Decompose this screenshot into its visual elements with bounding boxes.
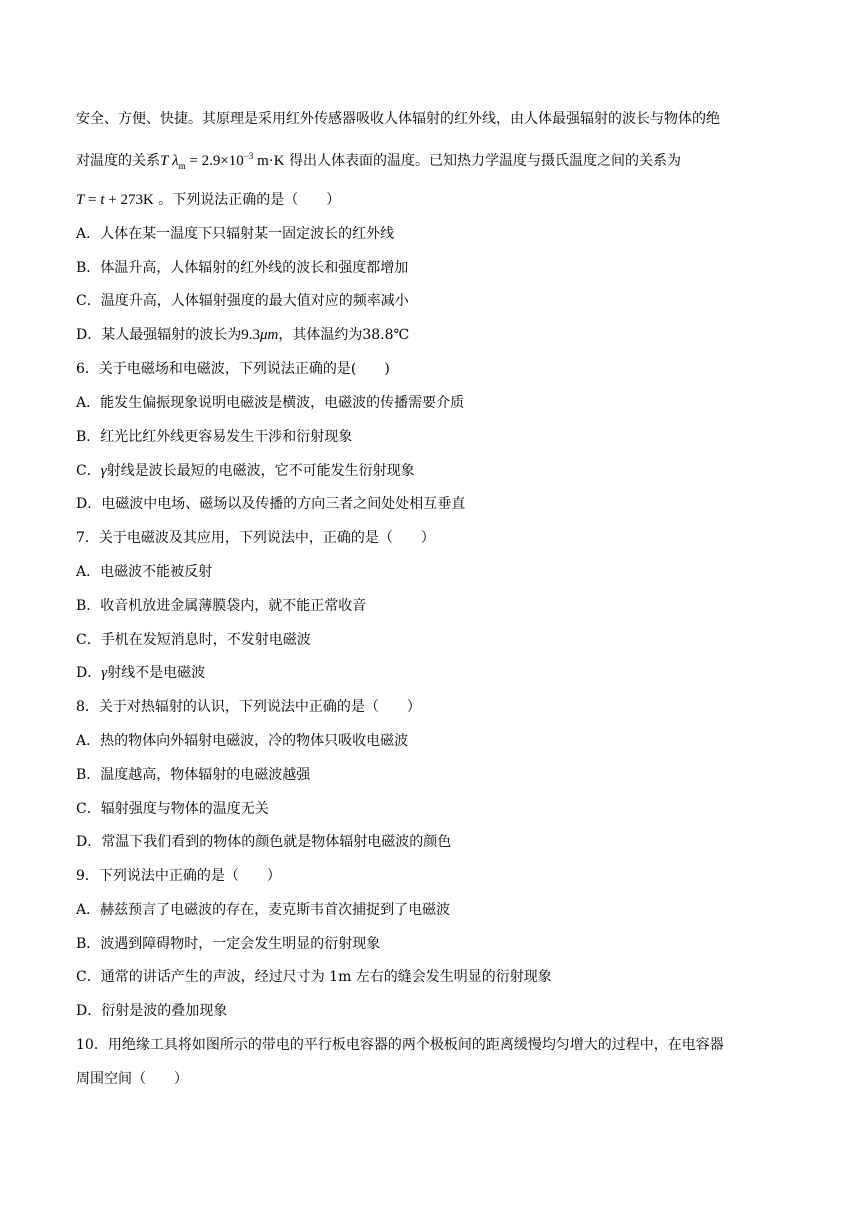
q6-option-b: B．红光比红外线更容易发生干涉和衍射现象 — [76, 429, 353, 445]
q10-stem-line1: 10．用绝缘工具将如图所示的带电的平行板电容器的两个极板间的距离缓慢均匀增大的过程中，在电容器 — [76, 1037, 724, 1053]
q7-option-d: D．γ射线不是电磁波 — [76, 665, 206, 681]
q5-option-a: A．人体在某一温度下只辐射某一固定波长的红外线 — [76, 226, 395, 242]
q9-stem: 9．下列说法中正确的是（ ） — [76, 868, 281, 884]
q9-option-d: D．衍射是波的叠加现象 — [76, 1003, 228, 1019]
q8-option-d: D．常温下我们看到的物体的颜色就是物体辐射电磁波的颜色 — [76, 834, 452, 850]
q7-option-a: A．电磁波不能被反射 — [76, 564, 213, 580]
q5-option-d-wavelength: 9.3μm — [241, 327, 279, 343]
q5-formula-temperature: T = t + 273K — [76, 192, 154, 208]
q7-option-b: B．收音机放进金属薄膜袋内，就不能正常收音 — [76, 598, 367, 614]
q8-option-c: C．辐射强度与物体的温度无关 — [76, 801, 269, 817]
q5-option-d: D．某人最强辐射的波长为9.3μm，其体温约为38.8℃ — [76, 327, 410, 343]
q8-option-a: A．热的物体向外辐射电磁波，冷的物体只吸收电磁波 — [76, 733, 409, 749]
q9-option-c: C．通常的讲话产生的声波，经过尺寸为 1m 左右的缝会发生明显的衍射现象 — [76, 969, 552, 985]
q5-option-b: B．体温升高，人体辐射的红外线的波长和强度都增加 — [76, 260, 409, 276]
q5-formula-wien: T $\lambda_m = 2.9\times 10^{-3}$ m·K — [160, 151, 285, 171]
q5-stem-line3-post: 。下列说法正确的是（ ） — [158, 192, 341, 208]
gamma-symbol: γ — [101, 665, 108, 681]
q7-option-c: C．手机在发短消息时，不发射电磁波 — [76, 632, 311, 648]
q5-stem-line2-pre: 对温度的关系 — [76, 153, 160, 169]
q8-stem: 8．关于对热辐射的认识，下列说法中正确的是（ ） — [76, 699, 421, 715]
q5-option-c: C．温度升高，人体辐射强度的最大值对应的频率减小 — [76, 293, 409, 309]
q10-stem-line2: 周围空间（ ） — [76, 1071, 188, 1087]
q9-option-a: A．赫兹预言了电磁波的存在，麦克斯韦首次捕捉到了电磁波 — [76, 902, 451, 918]
q6-option-d: D．电磁波中电场、磁场以及传播的方向三者之间处处相互垂直 — [76, 496, 466, 512]
gamma-symbol: γ — [100, 463, 107, 479]
q5-stem-line2 — [76, 151, 681, 171]
q7-stem: 7．关于电磁波及其应用，下列说法中，正确的是（ ） — [76, 530, 435, 546]
q9-option-b: B．波遇到障碍物时，一定会发生明显的衍射现象 — [76, 936, 381, 952]
q6-stem: 6．关于电磁场和电磁波，下列说法正确的是( ) — [76, 361, 390, 377]
q5-stem-line1: 安全、方便、快捷。其原理是采用红外传感器吸收人体辐射的红外线，由人体最强辐射的波长与物体的绝 — [76, 111, 720, 127]
q5-stem-line2-post: 得出人体表面的温度。已知热力学温度与摄氏温度之间的关系为 — [289, 153, 682, 169]
q8-option-b: B．温度越高，物体辐射的电磁波越强 — [76, 767, 311, 783]
q6-option-a: A．能发生偏振现象说明电磁波是横波，电磁波的传播需要介质 — [76, 395, 465, 411]
q5-stem-line3 — [76, 190, 340, 210]
q6-option-c: C．γ射线是波长最短的电磁波，它不可能发生衍射现象 — [76, 463, 415, 479]
